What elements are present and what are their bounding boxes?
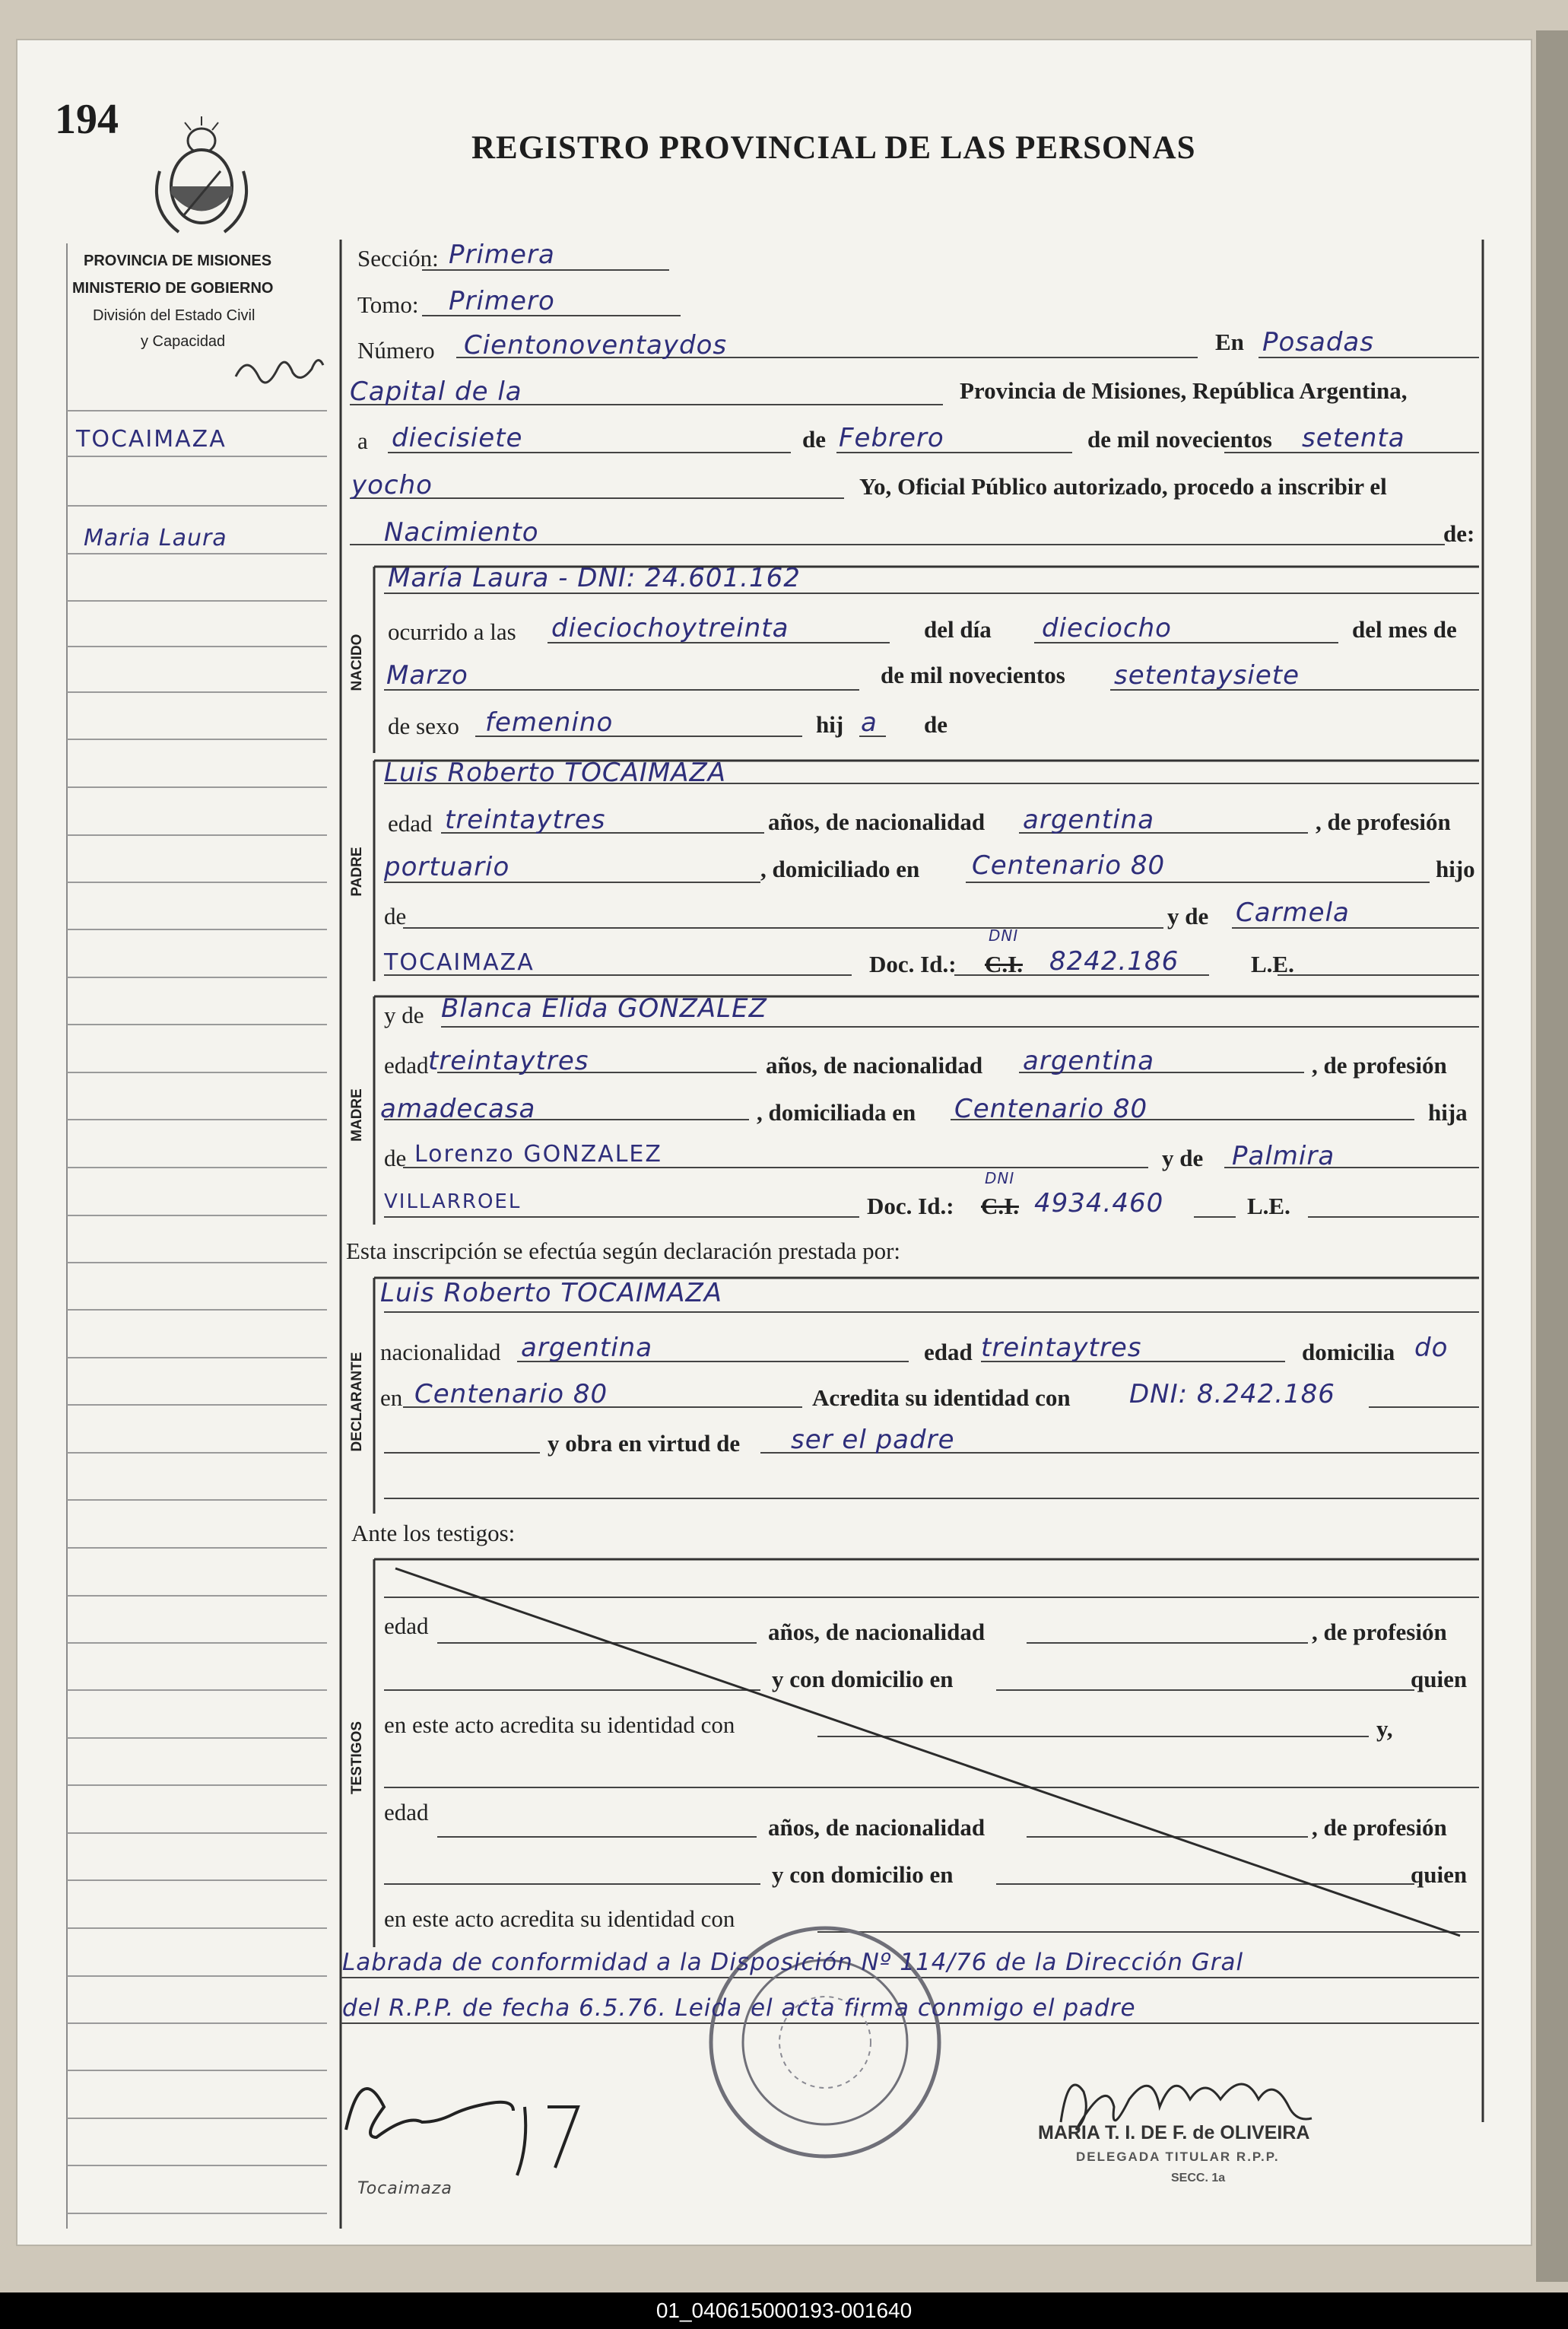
dia-nac-value: dieciocho [1042, 613, 1172, 643]
padre-hijo-label: hijo [1436, 856, 1475, 882]
madre-le-label: L.E. [1247, 1193, 1290, 1219]
nacido-side-label: NACIDO [349, 634, 365, 691]
padre-prof-label: , de profesión [1316, 809, 1451, 835]
padre-doc-value: 8242.186 [1049, 946, 1179, 977]
testigo1-nac-label: años, de nacionalidad [768, 1619, 986, 1645]
tomo-value: Primero [449, 286, 555, 316]
mil-nac-label: de mil novecientos [881, 662, 1065, 688]
oficial-text: Yo, Oficial Público autorizado, procedo a inscribir el [859, 473, 1387, 500]
testigo1-dom-label: y con domicilio en [772, 1666, 954, 1692]
testigo2-nac-label: años, de nacionalidad [768, 1814, 986, 1841]
padre-doc-label: Doc. Id.: [869, 951, 957, 977]
declarante-en-label: en [380, 1384, 403, 1411]
numero-label: Número [357, 337, 435, 364]
testigo1-quien-label: quien [1411, 1666, 1468, 1692]
madre-dom-value: Centenario 80 [954, 1094, 1148, 1124]
a-label: a [357, 427, 368, 454]
del-dia-label: del día [924, 616, 992, 643]
capital-value: Capital de la [350, 377, 522, 407]
de-colon: de: [1443, 520, 1475, 547]
official-section: SECC. 1a [1171, 2172, 1226, 2184]
sexo-label: de sexo [388, 713, 459, 739]
page-number: 194 [55, 96, 119, 143]
madre-nombre: Blanca Elida GONZALEZ [441, 993, 767, 1024]
madre-nac-label: años, de nacionalidad [766, 1052, 983, 1079]
padre-le-label: L.E. [1251, 951, 1294, 977]
padre-edad-label: edad [388, 810, 433, 837]
madre-padre-value: Lorenzo GONZALEZ [414, 1141, 662, 1168]
madre-yde2-label: y de [1162, 1145, 1204, 1171]
mes-value: Febrero [839, 423, 944, 453]
official-name: MARIA T. I. DE F. de OLIVEIRA [1038, 2122, 1310, 2143]
declarant-signature: Tocaimaza [357, 2179, 452, 2198]
mil-label: de mil novecientos [1087, 426, 1272, 453]
padre-doc-struck: C.I. [985, 951, 1023, 977]
madre-prof-value: amadecasa [380, 1094, 536, 1124]
testigos-side-label: TESTIGOS [349, 1721, 365, 1795]
madre-side-label: MADRE [349, 1088, 365, 1142]
testigo2-acredita-label: en este acto acredita su identidad con [384, 1905, 735, 1932]
header-ministry: MINISTERIO DE GOBIERNO [72, 280, 274, 297]
anio-nac-value: setentaysiete [1114, 660, 1300, 691]
padre-abuela-value: Carmela [1236, 898, 1350, 928]
hij-value: a [861, 707, 878, 738]
header-division: División del Estado Civil [93, 307, 256, 324]
testigo2-edad-label: edad [384, 1799, 429, 1825]
page-title: REGISTRO PROVINCIAL DE LAS PERSONAS [471, 130, 1196, 166]
margin-given-names: Maria Laura [84, 525, 227, 551]
declaracion-text: Esta inscripción se efectúa según declaración prestada por: [346, 1238, 901, 1264]
padre-de-label: de [384, 903, 407, 929]
madre-doc-inserted: DNI [985, 1169, 1015, 1187]
madre-doc-struck: C.I. [981, 1193, 1019, 1219]
footer-id: 01_040615000193-001640 [655, 2299, 913, 2322]
testigo1-edad-label: edad [384, 1613, 429, 1639]
declarante-acredita-value: DNI: 8.242.186 [1129, 1379, 1335, 1409]
declarante-obra-value: ser el padre [791, 1425, 955, 1455]
madre-de-label: de [384, 1145, 407, 1171]
padre-prof-value: portuario [384, 852, 510, 882]
padre-yde-label: y de [1167, 903, 1209, 929]
dia-value: diecisiete [392, 423, 523, 453]
anio2-value: yocho [351, 470, 433, 500]
provincia-text: Provincia de Misiones, República Argentina, [960, 377, 1408, 404]
declarante-nac-label: nacionalidad [380, 1339, 501, 1365]
madre-nac-value: argentina [1023, 1046, 1155, 1076]
en-label: En [1215, 329, 1244, 355]
nacido-nombre: María Laura - DNI: 24.601.162 [388, 563, 801, 593]
testigos-intro: Ante los testigos: [351, 1520, 516, 1546]
madre-prof-label: , de profesión [1312, 1052, 1447, 1079]
declarante-en-value: Centenario 80 [414, 1379, 608, 1409]
header-capacity: y Capacidad [141, 333, 226, 350]
note-line-1: Labrada de conformidad a la Disposición Nº 114/76 de la Dirección Gral [342, 1949, 1244, 1976]
testigo1-acredita-label: en este acto acredita su identidad con [384, 1711, 735, 1738]
nacido-de-label: de [924, 711, 947, 738]
testigo2-quien-label: quien [1411, 1861, 1468, 1888]
hora-value: dieciochoytreinta [551, 613, 789, 643]
testigo2-prof-label: , de profesión [1312, 1814, 1447, 1841]
madre-edad-value: treintaytres [428, 1046, 589, 1076]
ocurrido-label: ocurrido a las [388, 618, 516, 645]
acto-value: Nacimiento [384, 517, 539, 548]
padre-doc-inserted: DNI [989, 926, 1019, 945]
padre-nac-value: argentina [1023, 805, 1155, 835]
mes-nac-value: Marzo [386, 660, 468, 691]
madre-madre-value: Palmira [1232, 1141, 1335, 1171]
en-value: Posadas [1262, 327, 1374, 357]
testigo1-y-label: y, [1376, 1715, 1393, 1742]
testigo1-prof-label: , de profesión [1312, 1619, 1447, 1645]
madre-doc-value: 4934.460 [1034, 1188, 1164, 1219]
hij-label: hij [816, 711, 844, 738]
madre-apellido: VILLARROEL [384, 1190, 522, 1213]
header-province: PROVINCIA DE MISIONES [84, 253, 272, 269]
declarante-edad-label: edad [924, 1339, 973, 1365]
note-line-2: del R.P.P. de fecha 6.5.76. Leida el acta firma conmigo el padre [342, 1994, 1136, 2022]
declarante-nombre: Luis Roberto TOCAIMAZA [380, 1278, 723, 1308]
padre-dom-label: , domiciliado en [760, 856, 920, 882]
declarante-side-label: DECLARANTE [349, 1352, 365, 1452]
padre-nombre: Luis Roberto TOCAIMAZA [384, 758, 727, 788]
declarante-obra-label: y obra en virtud de [548, 1430, 741, 1457]
testigo2-dom-label: y con domicilio en [772, 1861, 954, 1888]
madre-hija-label: hija [1428, 1099, 1468, 1126]
declarante-acredita-label: Acredita su identidad con [812, 1384, 1071, 1411]
madre-doc-label: Doc. Id.: [867, 1193, 954, 1219]
tomo-label: Tomo: [357, 291, 419, 318]
numero-value: Cientonoventaydos [464, 330, 728, 361]
sexo-value: femenino [485, 707, 614, 738]
madre-yde-label: y de [384, 1002, 424, 1028]
declarante-dom-suffix: do [1414, 1333, 1449, 1363]
padre-edad-value: treintaytres [445, 805, 606, 835]
seccion-label: Sección: [357, 245, 439, 272]
del-mes-label: del mes de [1352, 616, 1457, 643]
padre-nac-label: años, de nacionalidad [768, 809, 986, 835]
declarante-nac-value: argentina [521, 1333, 653, 1363]
seccion-value: Primera [449, 240, 555, 270]
padre-dom-value: Centenario 80 [972, 850, 1166, 881]
de-label: de [802, 426, 826, 453]
declarante-edad-value: treintaytres [981, 1333, 1142, 1363]
padre-apellido: TOCAIMAZA [384, 949, 535, 976]
madre-edad-label: edad [384, 1052, 429, 1079]
margin-surname: TOCAIMAZA [76, 426, 227, 453]
book-edge [1536, 30, 1568, 2282]
official-title: DELEGADA TITULAR R.P.P. [1076, 2149, 1280, 2164]
anio-value: setenta [1302, 423, 1405, 453]
declarante-dom-label: domicilia [1302, 1339, 1395, 1365]
madre-dom-label: , domiciliada en [757, 1099, 916, 1126]
padre-side-label: PADRE [349, 847, 365, 897]
